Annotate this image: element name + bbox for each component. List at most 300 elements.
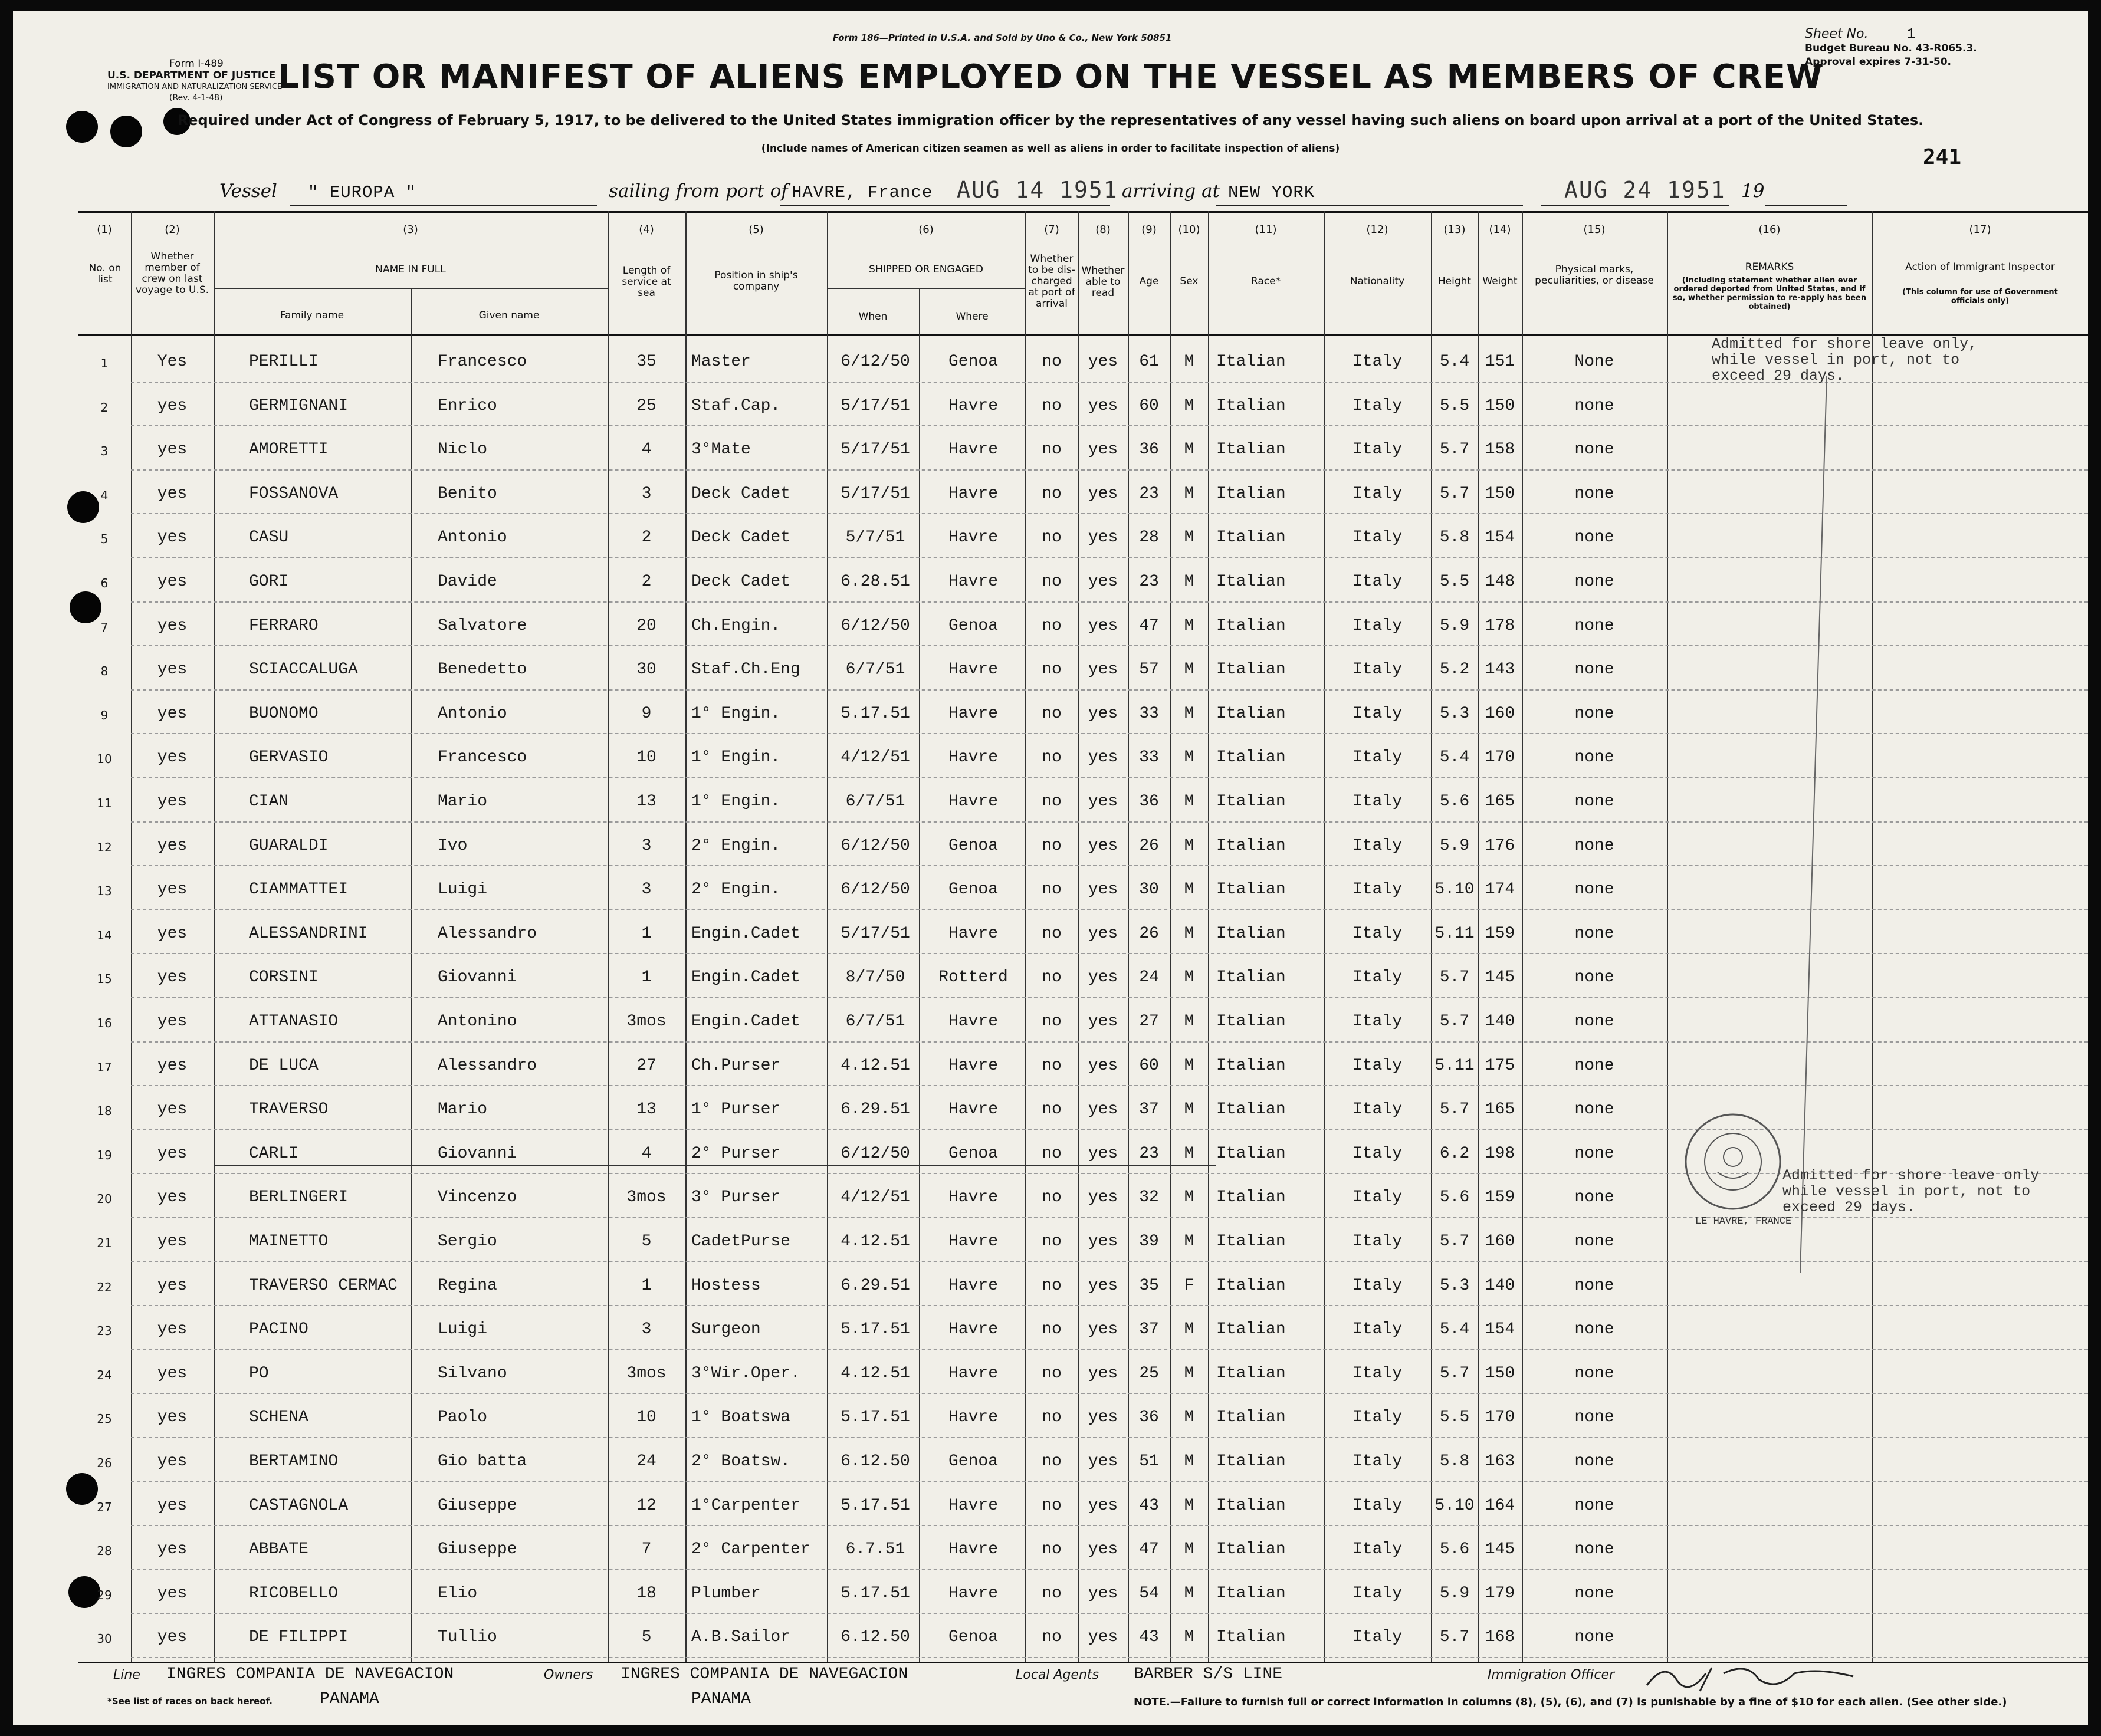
cell-height: 5.6 bbox=[1439, 793, 1470, 811]
cell-sex: M bbox=[1184, 573, 1194, 591]
cell-family: PERILLI bbox=[249, 353, 319, 371]
year-label: 19 bbox=[1741, 180, 1765, 202]
cell-marks: none bbox=[1574, 836, 1614, 855]
cell-height: 6.2 bbox=[1439, 1144, 1470, 1163]
cell-weight: 159 bbox=[1485, 924, 1515, 943]
cell-given: Francesco bbox=[438, 353, 527, 371]
cell-position: Master bbox=[691, 353, 751, 371]
cell-prev: yes bbox=[157, 1452, 188, 1471]
col-border bbox=[1667, 211, 1668, 1662]
cell-marks: none bbox=[1574, 1320, 1614, 1339]
cell-sex: M bbox=[1184, 1100, 1194, 1119]
cell-sex: M bbox=[1184, 1540, 1194, 1559]
cell-marks: none bbox=[1574, 1540, 1614, 1559]
cell-sex: M bbox=[1184, 396, 1194, 415]
row-divider bbox=[131, 1393, 2088, 1394]
cell-race: Italian bbox=[1216, 1496, 1286, 1515]
col-header-family: Family name bbox=[280, 310, 344, 321]
cell-no: 2 bbox=[100, 400, 109, 415]
cell-race: Italian bbox=[1216, 704, 1286, 723]
cell-family: CASU bbox=[249, 528, 289, 547]
cell-race: Italian bbox=[1216, 1452, 1286, 1471]
cell-where: Havre bbox=[948, 1012, 998, 1031]
col-num-6: (6) bbox=[918, 223, 934, 236]
cell-service: 3mos bbox=[626, 1012, 667, 1031]
cell-age: 47 bbox=[1139, 616, 1159, 635]
cell-discharge: no bbox=[1042, 1628, 1062, 1647]
cell-position: 2° Carpenter bbox=[691, 1540, 810, 1559]
cell-prev: yes bbox=[157, 1232, 188, 1251]
cell-age: 54 bbox=[1139, 1584, 1159, 1603]
form-subnote: (Include names of American citizen seamen as well as aliens in order to facilitate inspection of aliens) bbox=[761, 143, 1340, 154]
cell-position: 1°Carpenter bbox=[691, 1496, 800, 1515]
cell-height: 5.7 bbox=[1439, 968, 1470, 987]
cell-where: Havre bbox=[948, 1100, 998, 1119]
cell-prev: yes bbox=[157, 1276, 188, 1295]
col-num-10: (10) bbox=[1178, 223, 1200, 236]
arrive-date-stamp: AUG 24 1951 bbox=[1564, 177, 1726, 203]
remark-shore-leave-top bbox=[1712, 336, 1977, 384]
dept-line-2: IMMIGRATION AND NATURALIZATION SERVICE bbox=[107, 83, 283, 91]
cell-when: 5/17/51 bbox=[841, 440, 910, 459]
cell-when: 5.17.51 bbox=[841, 1320, 910, 1339]
cell-given: Gio batta bbox=[438, 1452, 527, 1471]
cell-sex: M bbox=[1184, 1496, 1194, 1515]
cell-given: Francesco bbox=[438, 748, 527, 767]
cell-where: Havre bbox=[948, 660, 998, 679]
col-header-prev-voyage: Whether member of crew on last voyage to U.S. bbox=[135, 251, 209, 296]
cell-height: 5.3 bbox=[1439, 1276, 1470, 1295]
cell-discharge: no bbox=[1042, 1364, 1062, 1383]
col-num-13: (13) bbox=[1443, 223, 1466, 236]
cell-given: Antonio bbox=[438, 528, 507, 547]
cell-marks: none bbox=[1574, 573, 1614, 591]
cell-weight: 174 bbox=[1485, 880, 1515, 899]
cell-where: Havre bbox=[948, 484, 998, 503]
cell-position: 1° Engin. bbox=[691, 748, 781, 767]
cell-when: 5/17/51 bbox=[841, 484, 910, 503]
cell-when: 8/7/50 bbox=[845, 968, 905, 987]
cell-nationality: Italy bbox=[1352, 1056, 1402, 1075]
cell-service: 27 bbox=[636, 1056, 656, 1075]
col-header-given: Given name bbox=[478, 310, 540, 321]
cell-race: Italian bbox=[1216, 573, 1286, 591]
cell-service: 12 bbox=[636, 1496, 656, 1515]
cell-height: 5.7 bbox=[1439, 1100, 1470, 1119]
cell-discharge: no bbox=[1042, 793, 1062, 811]
cell-when: 6/12/50 bbox=[841, 836, 910, 855]
race-footnote: *See list of races on back hereof. bbox=[107, 1696, 273, 1707]
cell-race: Italian bbox=[1216, 880, 1286, 899]
cell-prev: yes bbox=[157, 396, 188, 415]
cell-prev: yes bbox=[157, 704, 188, 723]
cell-family: DE FILIPPI bbox=[249, 1628, 349, 1647]
cell-given: Niclo bbox=[438, 440, 488, 459]
officer-signature bbox=[1641, 1656, 1865, 1697]
cell-age: 51 bbox=[1139, 1452, 1159, 1471]
cell-position: 1° Purser bbox=[691, 1100, 781, 1119]
cell-nationality: Italy bbox=[1352, 880, 1402, 899]
cell-no: 8 bbox=[100, 664, 109, 679]
cell-read: yes bbox=[1088, 748, 1118, 767]
cell-discharge: no bbox=[1042, 1144, 1062, 1163]
cell-weight: 170 bbox=[1485, 1408, 1515, 1427]
cell-no: 28 bbox=[97, 1544, 112, 1559]
cell-nationality: Italy bbox=[1352, 484, 1402, 503]
cell-weight: 154 bbox=[1485, 528, 1515, 547]
cell-prev: yes bbox=[157, 660, 188, 679]
cell-nationality: Italy bbox=[1352, 704, 1402, 723]
col-header-service: Length of service at sea bbox=[622, 265, 671, 299]
line-label: Line bbox=[113, 1668, 140, 1682]
cell-family: SCIACCALUGA bbox=[249, 660, 358, 679]
cell-race: Italian bbox=[1216, 440, 1286, 459]
cell-read: yes bbox=[1088, 660, 1118, 679]
cell-no: 15 bbox=[97, 972, 112, 987]
cell-nationality: Italy bbox=[1352, 1408, 1402, 1427]
cell-race: Italian bbox=[1216, 1056, 1286, 1075]
cell-height: 5.2 bbox=[1439, 660, 1470, 679]
cell-prev: yes bbox=[157, 440, 188, 459]
cell-where: Havre bbox=[948, 1540, 998, 1559]
cell-no: 29 bbox=[97, 1587, 112, 1602]
cell-discharge: no bbox=[1042, 353, 1062, 371]
cell-sex: M bbox=[1184, 836, 1194, 855]
cell-given: Elio bbox=[438, 1584, 478, 1603]
col-num-14: (14) bbox=[1489, 223, 1511, 236]
cell-nationality: Italy bbox=[1352, 924, 1402, 943]
cell-given: Antonino bbox=[438, 1012, 517, 1031]
cell-race: Italian bbox=[1216, 924, 1286, 943]
cell-where: Havre bbox=[948, 1188, 998, 1207]
cell-age: 43 bbox=[1139, 1496, 1159, 1515]
cell-sex: M bbox=[1184, 616, 1194, 635]
cell-where: Genoa bbox=[948, 1144, 998, 1163]
col-num-8: (8) bbox=[1095, 223, 1111, 236]
col-num-11: (11) bbox=[1255, 223, 1277, 236]
row-divider bbox=[131, 1349, 2088, 1350]
cell-height: 5.9 bbox=[1439, 616, 1470, 635]
cell-discharge: no bbox=[1042, 1452, 1062, 1471]
cell-when: 5.17.51 bbox=[841, 704, 910, 723]
cell-given: Giovanni bbox=[438, 1144, 517, 1163]
cell-position: Surgeon bbox=[691, 1320, 761, 1339]
cell-position: Deck Cadet bbox=[691, 484, 791, 503]
cell-prev: yes bbox=[157, 1188, 188, 1207]
cell-race: Italian bbox=[1216, 1144, 1286, 1163]
cell-marks: none bbox=[1574, 1452, 1614, 1471]
cell-position: Hostess bbox=[691, 1276, 761, 1295]
cell-discharge: no bbox=[1042, 1276, 1062, 1295]
cell-when: 6/7/51 bbox=[845, 660, 905, 679]
cell-read: yes bbox=[1088, 924, 1118, 943]
cell-weight: 178 bbox=[1485, 616, 1515, 635]
row-divider bbox=[131, 1305, 2088, 1306]
cell-family: GERMIGNANI bbox=[249, 396, 349, 415]
cell-read: yes bbox=[1088, 968, 1118, 987]
date-underline bbox=[1541, 205, 1729, 206]
cell-sex: M bbox=[1184, 1056, 1194, 1075]
cell-read: yes bbox=[1088, 1056, 1118, 1075]
cell-marks: none bbox=[1574, 528, 1614, 547]
line-value: INGRES COMPANIA DE NAVEGACION bbox=[166, 1665, 454, 1684]
cell-when: 6/12/50 bbox=[841, 1144, 910, 1163]
cell-age: 26 bbox=[1139, 836, 1159, 855]
cell-read: yes bbox=[1088, 396, 1118, 415]
strike-line bbox=[214, 1165, 1216, 1166]
cell-family: BERLINGERI bbox=[249, 1188, 349, 1207]
cell-no: 30 bbox=[97, 1632, 112, 1646]
cell-when: 6.7.51 bbox=[845, 1540, 905, 1559]
cell-position: 3°Mate bbox=[691, 440, 751, 459]
cell-no: 11 bbox=[97, 796, 112, 810]
cell-height: 5.10 bbox=[1434, 1496, 1475, 1515]
cell-service: 5 bbox=[641, 1628, 652, 1647]
cell-age: 30 bbox=[1139, 880, 1159, 899]
cell-nationality: Italy bbox=[1352, 1452, 1402, 1471]
cell-position: Deck Cadet bbox=[691, 573, 791, 591]
remark-shore-leave-middle bbox=[1782, 1168, 2039, 1215]
col-border bbox=[1872, 211, 1873, 1662]
cell-family: PACINO bbox=[249, 1320, 308, 1339]
cell-weight: 175 bbox=[1485, 1056, 1515, 1075]
cell-prev: yes bbox=[157, 1012, 188, 1031]
cell-where: Genoa bbox=[948, 836, 998, 855]
cell-prev: yes bbox=[157, 528, 188, 547]
year-underline bbox=[1765, 205, 1847, 206]
cell-age: 61 bbox=[1139, 353, 1159, 371]
cell-nationality: Italy bbox=[1352, 968, 1402, 987]
budget-bureau: Budget Bureau No. 43-R065.3. bbox=[1805, 42, 1977, 54]
cell-when: 4.12.51 bbox=[841, 1232, 910, 1251]
row-divider bbox=[131, 1613, 2088, 1614]
cell-race: Italian bbox=[1216, 1628, 1286, 1647]
cell-service: 3mos bbox=[626, 1364, 667, 1383]
page-number: 241 bbox=[1923, 145, 1962, 169]
cell-where: Genoa bbox=[948, 880, 998, 899]
cell-marks: none bbox=[1574, 1100, 1614, 1119]
cell-service: 2 bbox=[641, 573, 652, 591]
cell-discharge: no bbox=[1042, 1320, 1062, 1339]
cell-family: GERVASIO bbox=[249, 748, 329, 767]
cell-age: 35 bbox=[1139, 1276, 1159, 1295]
col-num-3: (3) bbox=[403, 223, 418, 236]
cell-no: 24 bbox=[97, 1367, 112, 1382]
cell-no: 4 bbox=[100, 488, 109, 502]
cell-age: 43 bbox=[1139, 1628, 1159, 1647]
cell-discharge: no bbox=[1042, 1056, 1062, 1075]
cell-when: 6/7/51 bbox=[845, 793, 905, 811]
cell-position: 1° Engin. bbox=[691, 704, 781, 723]
col-num-7: (7) bbox=[1044, 223, 1059, 236]
remark-line: while vessel in port, not to bbox=[1712, 351, 1960, 369]
cell-position: Plumber bbox=[691, 1584, 761, 1603]
cell-nationality: Italy bbox=[1352, 1276, 1402, 1295]
cell-marks: none bbox=[1574, 1584, 1614, 1603]
cell-service: 18 bbox=[636, 1584, 656, 1603]
cell-weight: 168 bbox=[1485, 1628, 1515, 1647]
cell-position: Deck Cadet bbox=[691, 528, 791, 547]
sheet-number: 1 bbox=[1906, 27, 1916, 42]
cell-discharge: no bbox=[1042, 528, 1062, 547]
cell-prev: yes bbox=[157, 1408, 188, 1427]
cell-service: 3 bbox=[641, 1320, 652, 1339]
cell-no: 19 bbox=[97, 1148, 112, 1162]
col-header-sex: Sex bbox=[1180, 275, 1199, 287]
cell-race: Italian bbox=[1216, 1276, 1286, 1295]
cell-nationality: Italy bbox=[1352, 1188, 1402, 1207]
cell-no: 3 bbox=[100, 444, 109, 459]
cell-read: yes bbox=[1088, 1364, 1118, 1383]
cell-family: ATTANASIO bbox=[249, 1012, 339, 1031]
cell-weight: 150 bbox=[1485, 396, 1515, 415]
remark-line: exceed 29 days. bbox=[1712, 367, 1845, 384]
cell-sex: M bbox=[1184, 748, 1194, 767]
cell-height: 5.9 bbox=[1439, 1584, 1470, 1603]
cell-read: yes bbox=[1088, 353, 1118, 371]
cell-family: TRAVERSO bbox=[249, 1100, 329, 1119]
col-header-name: NAME IN FULL bbox=[375, 264, 446, 275]
col-num-12: (12) bbox=[1366, 223, 1388, 236]
owners-value: INGRES COMPANIA DE NAVEGACION bbox=[621, 1665, 908, 1684]
cell-given: Davide bbox=[438, 573, 497, 591]
cell-read: yes bbox=[1088, 528, 1118, 547]
cell-nationality: Italy bbox=[1352, 660, 1402, 679]
cell-prev: yes bbox=[157, 1540, 188, 1559]
cell-service: 3mos bbox=[626, 1188, 667, 1207]
cell-position: Engin.Cadet bbox=[691, 968, 800, 987]
cell-read: yes bbox=[1088, 1320, 1118, 1339]
form-number-left: Form I-489 bbox=[169, 58, 224, 70]
cell-position: 1° Engin. bbox=[691, 793, 781, 811]
cell-where: Havre bbox=[948, 440, 998, 459]
cell-marks: none bbox=[1574, 484, 1614, 503]
line-value-2: PANAMA bbox=[320, 1690, 379, 1708]
cell-service: 20 bbox=[636, 616, 656, 635]
cell-family: BUONOMO bbox=[249, 704, 319, 723]
cell-when: 4/12/51 bbox=[841, 1188, 910, 1207]
cell-race: Italian bbox=[1216, 484, 1286, 503]
cell-marks: none bbox=[1574, 1364, 1614, 1383]
cell-family: SCHENA bbox=[249, 1408, 308, 1427]
owners-value-2: PANAMA bbox=[691, 1690, 751, 1708]
cell-race: Italian bbox=[1216, 1320, 1286, 1339]
cell-prev: yes bbox=[157, 484, 188, 503]
cell-height: 5.5 bbox=[1439, 396, 1470, 415]
cell-discharge: no bbox=[1042, 440, 1062, 459]
cell-where: Havre bbox=[948, 748, 998, 767]
cell-service: 1 bbox=[641, 968, 652, 987]
cell-where: Havre bbox=[948, 704, 998, 723]
cell-position: 2° Boatsw. bbox=[691, 1452, 791, 1471]
cell-age: 24 bbox=[1139, 968, 1159, 987]
cell-given: Benedetto bbox=[438, 660, 527, 679]
cell-weight: 164 bbox=[1485, 1496, 1515, 1515]
col-header-nationality: Nationality bbox=[1350, 275, 1405, 287]
cell-height: 5.5 bbox=[1439, 1408, 1470, 1427]
cell-where: Havre bbox=[948, 793, 998, 811]
cell-race: Italian bbox=[1216, 528, 1286, 547]
cell-given: Benito bbox=[438, 484, 497, 503]
printer-line: Form 186—Printed in U.S.A. and Sold by Uno & Co., New York 50851 bbox=[833, 32, 1172, 43]
port-to-underline bbox=[1216, 205, 1523, 206]
cell-position: 2° Engin. bbox=[691, 880, 781, 899]
cell-position: Staf.Cap. bbox=[691, 396, 781, 415]
col-num-4: (4) bbox=[639, 223, 654, 236]
col-border bbox=[1208, 211, 1209, 1662]
cell-marks: none bbox=[1574, 704, 1614, 723]
col-header-when: When bbox=[858, 311, 888, 323]
penalty-note: NOTE.—Failure to furnish full or correct information in columns (8), (5), (6), and (7) is punishable by a fine of $10 for each alien. (See other side.) bbox=[1134, 1696, 2007, 1708]
cell-no: 10 bbox=[97, 752, 112, 767]
vessel-underline bbox=[290, 205, 597, 206]
cell-given: Mario bbox=[438, 793, 488, 811]
cell-read: yes bbox=[1088, 1584, 1118, 1603]
cell-given: Giovanni bbox=[438, 968, 517, 987]
cell-discharge: no bbox=[1042, 1496, 1062, 1515]
cell-service: 1 bbox=[641, 1276, 652, 1295]
cell-family: CARLI bbox=[249, 1144, 299, 1163]
cell-prev: yes bbox=[157, 1144, 188, 1163]
row-divider bbox=[131, 1525, 2088, 1526]
cell-read: yes bbox=[1088, 1452, 1118, 1471]
col-num-9: (9) bbox=[1141, 223, 1157, 236]
cell-height: 5.9 bbox=[1439, 836, 1470, 855]
cell-sex: M bbox=[1184, 1012, 1194, 1031]
col-border bbox=[214, 211, 215, 1662]
cell-height: 5.7 bbox=[1439, 1012, 1470, 1031]
cell-nationality: Italy bbox=[1352, 528, 1402, 547]
cell-position: 3° Purser bbox=[691, 1188, 781, 1207]
cell-service: 24 bbox=[636, 1452, 656, 1471]
cell-sex: M bbox=[1184, 924, 1194, 943]
cell-age: 23 bbox=[1139, 484, 1159, 503]
cell-sex: M bbox=[1184, 660, 1194, 679]
cell-sex: M bbox=[1184, 1188, 1194, 1207]
cell-prev: yes bbox=[157, 616, 188, 635]
col-header-race: Race* bbox=[1250, 275, 1281, 287]
cell-where: Genoa bbox=[948, 1452, 998, 1471]
sailing-label: sailing from port of bbox=[609, 180, 788, 202]
cell-discharge: no bbox=[1042, 1232, 1062, 1251]
cell-prev: yes bbox=[157, 1056, 188, 1075]
cell-discharge: no bbox=[1042, 704, 1062, 723]
cell-given: Vincenzo bbox=[438, 1188, 517, 1207]
cell-race: Italian bbox=[1216, 793, 1286, 811]
cell-discharge: no bbox=[1042, 748, 1062, 767]
cell-weight: 143 bbox=[1485, 660, 1515, 679]
cell-sex: M bbox=[1184, 704, 1194, 723]
cell-marks: none bbox=[1574, 1232, 1614, 1251]
cell-family: MAINETTO bbox=[249, 1232, 329, 1251]
cell-nationality: Italy bbox=[1352, 1012, 1402, 1031]
cell-family: CASTAGNOLA bbox=[249, 1496, 349, 1515]
cell-read: yes bbox=[1088, 1496, 1118, 1515]
cell-given: Enrico bbox=[438, 396, 497, 415]
cell-read: yes bbox=[1088, 1188, 1118, 1207]
cell-height: 5.7 bbox=[1439, 1628, 1470, 1647]
row-divider bbox=[131, 1437, 2088, 1438]
cell-age: 37 bbox=[1139, 1320, 1159, 1339]
cell-age: 39 bbox=[1139, 1232, 1159, 1251]
col-header-discharge: Whether to be dis-charged at port of arrival bbox=[1028, 253, 1075, 310]
cell-prev: yes bbox=[157, 1496, 188, 1515]
cell-no: 9 bbox=[100, 708, 109, 722]
cell-read: yes bbox=[1088, 1628, 1118, 1647]
cell-prev: yes bbox=[157, 1584, 188, 1603]
cell-discharge: no bbox=[1042, 1188, 1062, 1207]
cell-when: 5.17.51 bbox=[841, 1408, 910, 1427]
